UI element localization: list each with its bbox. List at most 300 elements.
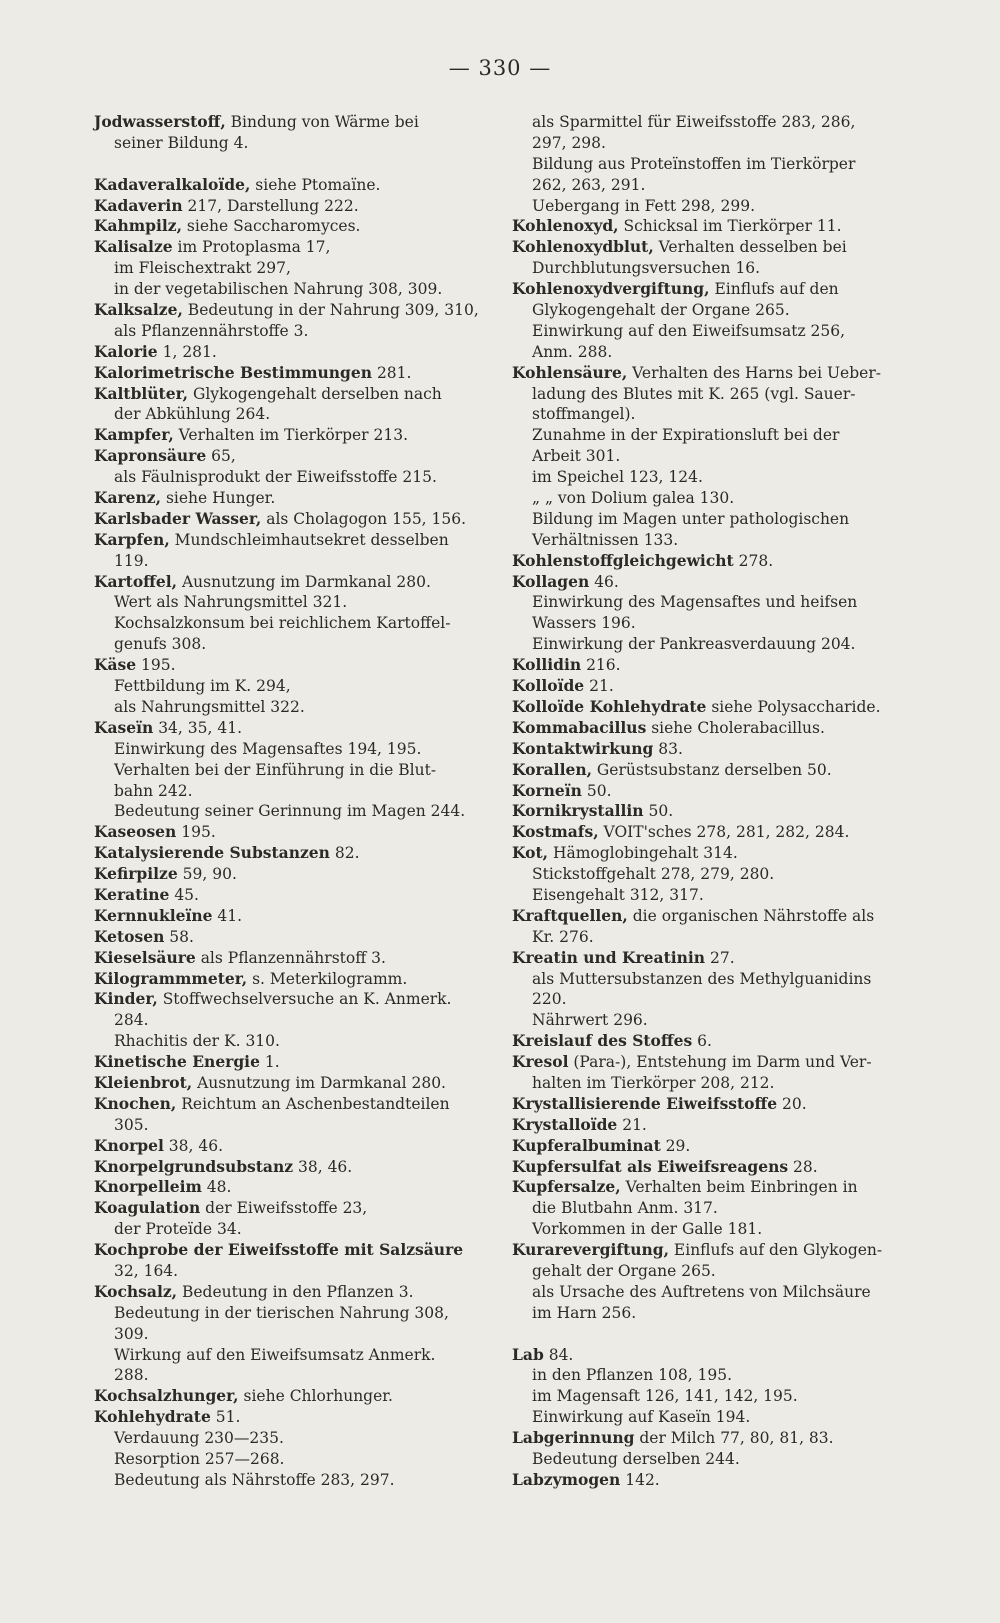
index-subentry — [94, 801, 489, 822]
entry-text: 6. — [692, 1032, 712, 1051]
entry-text: Hämoglobingehalt 314. — [548, 844, 738, 863]
entry-text: Fettbildung im K. 294, — [114, 677, 291, 696]
entry-headword: Kernnukleïne — [94, 905, 213, 925]
index-entry — [94, 216, 489, 237]
entry-text: Uebergang in Fett 298, 299. — [532, 196, 756, 215]
index-entry — [512, 676, 912, 697]
entry-text: der Abkühlung 264. — [114, 405, 271, 424]
entry-text: 29. — [660, 1136, 691, 1155]
entry-text: 50. — [581, 781, 612, 800]
entry-headword: Koagulation — [94, 1198, 201, 1218]
index-subentry — [94, 467, 489, 488]
entry-text: 195. — [136, 656, 176, 675]
index-entry — [94, 425, 489, 446]
index-entry — [94, 572, 489, 593]
page-number: — 330 — — [448, 56, 552, 80]
index-entry — [512, 1094, 912, 1115]
entry-text: 278. — [733, 551, 774, 570]
index-entry — [94, 885, 489, 906]
entry-text: 217, Darstellung 222. — [182, 196, 359, 215]
index-entry — [512, 843, 912, 864]
entry-text: Eisengehalt 312, 317. — [532, 885, 704, 904]
entry-text: siehe Cholerabacillus. — [646, 718, 825, 737]
entry-text: Bedeutung seiner Gerinnung im Magen 244. — [114, 802, 466, 821]
index-subentry — [512, 342, 912, 363]
index-entry — [512, 551, 912, 572]
index-subentry — [94, 697, 489, 718]
entry-headword: Kupfersalze, — [512, 1177, 621, 1197]
index-subentry — [512, 425, 912, 446]
entry-text: als Pflanzennährstoff 3. — [195, 948, 386, 967]
index-subentry — [94, 634, 489, 655]
index-subentry — [512, 196, 912, 217]
index-subentry — [512, 1386, 912, 1407]
index-subentry — [94, 1470, 489, 1491]
entry-headword: Kollagen — [512, 571, 590, 591]
index-subentry — [512, 1261, 912, 1282]
entry-headword: Kostmafs, — [512, 822, 599, 842]
entry-text: 38, 46. — [293, 1157, 353, 1176]
entry-text: Einflufs auf den — [709, 280, 839, 299]
index-entry — [512, 760, 912, 781]
entry-text: als Fäulnisprodukt der Eiweifsstoffe 215. — [114, 468, 437, 487]
entry-text: 28. — [788, 1157, 818, 1176]
index-entry — [512, 1157, 912, 1178]
entry-text: der Milch 77, 80, 81, 83. — [634, 1429, 834, 1448]
index-subentry — [512, 446, 912, 467]
entry-text: im Harn 256. — [532, 1303, 637, 1322]
entry-headword: Kolloïde Kohlehydrate — [512, 696, 707, 716]
index-subentry — [94, 592, 489, 613]
index-entry — [94, 342, 489, 363]
index-entry — [94, 237, 489, 258]
entry-text: Ausnutzung im Darmkanal 280. — [177, 572, 431, 591]
entry-headword: Kilogrammmeter, — [94, 968, 248, 988]
entry-text: Mundschleimhautsekret desselben — [169, 530, 449, 549]
entry-text: Zunahme in der Expirationsluft bei der — [532, 426, 840, 445]
index-subentry — [94, 279, 489, 300]
index-subentry — [512, 154, 912, 175]
entry-text: als Ursache des Auftretens von Milchsäure — [532, 1282, 871, 1301]
entry-headword: Kresol — [512, 1052, 569, 1072]
index-subentry — [94, 1115, 489, 1136]
entry-headword: Kollidin — [512, 655, 582, 675]
entry-text: Einwirkung des Magensaftes 194, 195. — [114, 739, 422, 758]
entry-headword: Kochsalzhunger, — [94, 1386, 239, 1406]
index-subentry — [94, 1261, 489, 1282]
entry-text: Bildung aus Proteïnstoffen im Tierkörper — [532, 154, 856, 173]
entry-headword: Kinetische Energie — [94, 1052, 260, 1072]
entry-headword: Kalksalze, — [94, 300, 183, 320]
index-subentry — [94, 1365, 489, 1386]
entry-headword: Korallen, — [512, 759, 592, 779]
entry-text: Bedeutung derselben 244. — [532, 1450, 740, 1468]
entry-text: als Muttersubstanzen des Methylguanidins — [532, 969, 872, 988]
entry-text: Verhalten beim Einbringen in — [620, 1178, 858, 1197]
index-entry — [94, 363, 489, 384]
index-column-right — [512, 112, 912, 1491]
entry-text: „ „ von Dolium galea 130. — [532, 489, 735, 508]
index-entry — [512, 906, 912, 927]
index-subentry — [512, 592, 912, 613]
entry-text: Wert als Nahrungsmittel 321. — [114, 593, 348, 612]
index-subentry — [512, 467, 912, 488]
entry-text: Bedeutung als Nährstoffe 283, 297. — [114, 1470, 395, 1489]
index-entry — [512, 216, 912, 237]
index-entry — [512, 655, 912, 676]
entry-headword: Kahmpilz, — [94, 216, 182, 236]
entry-headword: Karenz, — [94, 488, 162, 508]
entry-text: Kochsalzkonsum bei reichlichem Kartoffel- — [114, 614, 451, 633]
entry-text: gehalt der Organe 265. — [532, 1261, 716, 1280]
entry-text: Bedeutung in der tierischen Nahrung 308, — [114, 1303, 449, 1322]
index-entry — [512, 1136, 912, 1157]
index-entry — [94, 196, 489, 217]
index-subentry — [94, 258, 489, 279]
index-subentry — [512, 1407, 912, 1428]
index-subentry — [512, 1449, 912, 1470]
entry-text: 59, 90. — [177, 865, 237, 884]
entry-text: ladung des Blutes mit K. 265 (vgl. Sauer- — [532, 384, 856, 403]
entry-text: siehe Saccharomyces. — [182, 217, 361, 236]
index-entry — [94, 1094, 489, 1115]
entry-headword: Knorpelleim — [94, 1177, 202, 1197]
index-entry — [512, 1345, 912, 1366]
entry-text: 32, 164. — [114, 1261, 179, 1280]
index-entry — [512, 1470, 912, 1491]
index-subentry — [94, 1010, 489, 1031]
entry-headword: Kinder, — [94, 989, 158, 1009]
entry-headword: Kohlenstoffgleichgewicht — [512, 550, 734, 570]
index-subentry — [512, 384, 912, 405]
entry-text: 21. — [584, 677, 614, 696]
entry-headword: Kohlenoxydvergiftung, — [512, 279, 710, 299]
entry-headword: Kaltblüter, — [94, 383, 189, 403]
entry-headword: Kadaverin — [94, 195, 183, 215]
entry-text: 34, 35, 41. — [153, 718, 242, 737]
index-entry — [94, 1073, 489, 1094]
entry-text: in der vegetabilischen Nahrung 308, 309. — [114, 280, 443, 299]
entry-headword: Kefirpilze — [94, 864, 178, 884]
index-entry — [94, 1136, 489, 1157]
index-entry — [94, 509, 489, 530]
index-entry — [94, 175, 489, 196]
entry-text: 1, 281. — [157, 342, 217, 361]
entry-text: als Sparmittel für Eiweifsstoffe 283, 286, — [532, 113, 856, 131]
entry-text: 27. — [705, 948, 735, 967]
entry-headword: Kalorimetrische Bestimmungen — [94, 362, 373, 382]
section-gap — [512, 1324, 912, 1345]
index-entry — [94, 384, 489, 405]
index-subentry — [512, 885, 912, 906]
index-entry — [512, 801, 912, 822]
index-entry — [512, 1031, 912, 1052]
index-entry — [94, 300, 489, 321]
entry-headword: Kaseïn — [94, 717, 154, 737]
index-entry — [512, 718, 912, 739]
entry-text: Wirkung auf den Eiweifsumsatz Anmerk. — [114, 1345, 436, 1364]
entry-headword: Kartoffel, — [94, 571, 178, 591]
entry-text: Verhalten desselben bei — [653, 238, 847, 257]
entry-text: s. Meterkilogramm. — [247, 969, 408, 988]
entry-text: 83. — [653, 739, 683, 758]
index-entry — [94, 969, 489, 990]
entry-text: 119. — [114, 551, 149, 570]
index-entry — [512, 1177, 912, 1198]
index-subentry — [512, 989, 912, 1010]
index-column-left — [94, 112, 489, 1491]
entry-headword: Knorpelgrundsubstanz — [94, 1156, 294, 1176]
entry-headword: Katalysierende Substanzen — [94, 843, 330, 863]
index-subentry — [512, 404, 912, 425]
entry-headword: Kieselsäure — [94, 947, 196, 967]
entry-text: 1. — [259, 1053, 280, 1072]
index-subentry — [94, 551, 489, 572]
entry-text: Einwirkung der Pankreasverdauung 204. — [532, 635, 856, 654]
index-entry — [94, 843, 489, 864]
entry-text: im Fleischextrakt 297, — [114, 259, 291, 278]
entry-text: 41. — [212, 906, 243, 925]
index-entry — [512, 572, 912, 593]
entry-text: im Protoplasma 17, — [172, 238, 331, 257]
index-entry — [94, 1282, 489, 1303]
entry-headword: Kolloïde — [512, 676, 585, 696]
entry-text: Glykogengehalt der Organe 265. — [532, 301, 790, 320]
entry-headword: Kadaveralkaloïde, — [94, 174, 251, 194]
entry-text: 82. — [329, 844, 360, 863]
entry-text: Verhalten bei der Einführung in die Blut- — [114, 760, 437, 779]
entry-text: siehe Ptomaïne. — [250, 175, 381, 194]
entry-headword: Labgerinnung — [512, 1428, 635, 1448]
entry-headword: Kochprobe der Eiweifsstoffe mit Salzsäure — [94, 1240, 464, 1260]
index-subentry — [512, 634, 912, 655]
index-subentry — [512, 258, 912, 279]
index-subentry — [512, 488, 912, 509]
index-subentry — [512, 1282, 912, 1303]
index-entry — [94, 530, 489, 551]
index-subentry — [94, 1449, 489, 1470]
index-subentry — [512, 1010, 912, 1031]
entry-text: VOIT'sches 278, 281, 282, 284. — [598, 823, 850, 842]
entry-text: siehe Chlorhunger. — [238, 1387, 393, 1406]
entry-headword: Kot, — [512, 843, 549, 863]
entry-headword: Karpfen, — [94, 529, 170, 549]
entry-headword: Kurarevergiftung, — [512, 1240, 669, 1260]
entry-text: Stickstoffgehalt 278, 279, 280. — [532, 865, 775, 884]
index-subentry — [94, 1345, 489, 1366]
entry-text: Einflufs auf den Glykogen- — [669, 1241, 883, 1260]
entry-text: 51. — [210, 1408, 241, 1427]
entry-text: halten im Tierkörper 208, 212. — [532, 1073, 775, 1092]
index-subentry — [512, 112, 912, 133]
index-subentry — [94, 1303, 489, 1324]
entry-text: bahn 242. — [114, 781, 193, 800]
entry-headword: Kornikrystallin — [512, 801, 644, 821]
entry-text: Anm. 288. — [532, 342, 613, 361]
index-entry — [94, 655, 489, 676]
entry-text: Einwirkung des Magensaftes und heifsen — [532, 593, 858, 612]
entry-text: Glykogengehalt derselben nach — [188, 384, 442, 403]
index-subentry — [512, 175, 912, 196]
entry-text: 262, 263, 291. — [532, 175, 646, 194]
entry-text: Ausnutzung im Darmkanal 280. — [192, 1073, 446, 1092]
index-entry — [512, 1115, 912, 1136]
entry-text: der Eiweifsstoffe 23, — [200, 1199, 368, 1218]
entry-text: 48. — [201, 1178, 232, 1197]
index-subentry — [512, 1219, 912, 1240]
index-entry — [94, 112, 489, 133]
entry-text: 65, — [206, 447, 236, 466]
entry-headword: Kreislauf des Stoffes — [512, 1031, 693, 1051]
index-subentry — [512, 927, 912, 948]
entry-headword: Kupfersulfat als Eiweifsreagens — [512, 1156, 789, 1176]
index-entry — [94, 927, 489, 948]
entry-text: 281. — [372, 363, 412, 382]
index-entry — [512, 822, 912, 843]
entry-headword: Kochsalz, — [94, 1281, 178, 1301]
entry-text: im Magensaft 126, 141, 142, 195. — [532, 1387, 798, 1406]
entry-text: (Para-), Entstehung im Darm und Ver- — [568, 1053, 872, 1072]
entry-text: Bindung von Wärme bei — [225, 113, 419, 131]
entry-text: Durchblutungsversuchen 16. — [532, 259, 761, 278]
entry-headword: Keratine — [94, 884, 170, 904]
index-subentry — [94, 321, 489, 342]
index-entry — [94, 446, 489, 467]
index-entry — [94, 1198, 489, 1219]
index-subentry — [94, 1324, 489, 1345]
entry-text: Verdauung 230—235. — [114, 1429, 284, 1448]
entry-headword: Jodwasserstoff, — [94, 112, 226, 131]
entry-headword: Kohlenoxydblut, — [512, 237, 654, 257]
entry-text: Vorkommen in der Galle 181. — [532, 1220, 763, 1239]
entry-headword: Lab — [512, 1344, 544, 1364]
index-subentry — [94, 133, 489, 154]
index-subentry — [512, 1198, 912, 1219]
index-entry — [512, 1240, 912, 1261]
entry-text: Verhalten des Harns bei Ueber- — [627, 363, 881, 382]
index-entry — [512, 1428, 912, 1449]
entry-headword: Krystalloïde — [512, 1114, 618, 1134]
entry-text: Kr. 276. — [532, 927, 594, 946]
index-subentry — [94, 1428, 489, 1449]
entry-text: Einwirkung auf den Eiweifsumsatz 256, — [532, 321, 846, 340]
entry-headword: Krystallisierende Eiweifsstoffe — [512, 1093, 778, 1113]
index-entry — [512, 279, 912, 300]
entry-text: Resorption 257—268. — [114, 1450, 285, 1468]
entry-headword: Knorpel — [94, 1135, 164, 1155]
index-subentry — [94, 739, 489, 760]
entry-headword: Kreatin und Kreatinin — [512, 947, 706, 967]
entry-text: Nährwert 296. — [532, 1011, 648, 1030]
index-subentry — [512, 1073, 912, 1094]
index-entry — [512, 781, 912, 802]
entry-text: die organischen Nährstoffe als — [627, 906, 875, 925]
index-subentry — [512, 300, 912, 321]
index-subentry — [512, 969, 912, 990]
entry-text: Wassers 196. — [532, 614, 636, 633]
entry-text: 288. — [114, 1366, 149, 1385]
entry-text: 50. — [643, 802, 674, 821]
index-subentry — [94, 781, 489, 802]
entry-headword: Kampfer, — [94, 425, 174, 445]
index-subentry — [94, 676, 489, 697]
index-entry — [94, 1177, 489, 1198]
entry-text: 305. — [114, 1115, 149, 1134]
index-subentry — [512, 133, 912, 154]
entry-text: 297, 298. — [532, 133, 606, 152]
entry-text: 284. — [114, 1011, 149, 1030]
entry-headword: Kleienbrot, — [94, 1072, 193, 1092]
entry-text: 46. — [589, 572, 619, 591]
entry-text: Verhältnissen 133. — [532, 530, 679, 549]
index-entry — [94, 1407, 489, 1428]
entry-text: stoffmangel). — [532, 405, 636, 424]
entry-text: 220. — [532, 990, 567, 1009]
entry-text: Gerüstsubstanz derselben 50. — [591, 760, 832, 779]
entry-headword: Kohlehydrate — [94, 1407, 211, 1427]
entry-headword: Korneïn — [512, 780, 582, 800]
entry-headword: Kontaktwirkung — [512, 738, 654, 758]
index-subentry — [512, 613, 912, 634]
entry-text: der Proteïde 34. — [114, 1220, 242, 1239]
index-entry — [94, 989, 489, 1010]
entry-headword: Labzymogen — [512, 1469, 621, 1489]
entry-text: Schicksal im Tierkörper 11. — [618, 217, 842, 236]
index-subentry — [94, 1219, 489, 1240]
entry-text: 21. — [617, 1115, 647, 1134]
index-entry — [512, 1052, 912, 1073]
index-subentry — [94, 1031, 489, 1052]
entry-text: im Speichel 123, 124. — [532, 468, 703, 487]
entry-text: siehe Hunger. — [161, 489, 276, 508]
entry-text: die Blutbahn Anm. 317. — [532, 1199, 718, 1218]
index-subentry — [512, 1303, 912, 1324]
entry-headword: Kapronsäure — [94, 446, 207, 466]
index-entry — [94, 1386, 489, 1407]
index-entry — [94, 906, 489, 927]
entry-text: Verhalten im Tierkörper 213. — [173, 426, 409, 445]
entry-text: siehe Polysaccharide. — [706, 697, 881, 716]
entry-text: 38, 46. — [163, 1136, 223, 1155]
entry-text: 58. — [164, 927, 194, 946]
entry-text: Stoffwechselversuche an K. Anmerk. — [157, 990, 452, 1009]
index-entry — [512, 948, 912, 969]
entry-headword: Käse — [94, 655, 137, 675]
index-entry — [94, 864, 489, 885]
entry-text: als Pflanzennährstoffe 3. — [114, 321, 309, 340]
index-subentry — [512, 864, 912, 885]
index-subentry — [512, 530, 912, 551]
entry-text: Reichtum an Aschenbestandteilen — [176, 1094, 450, 1113]
entry-text: Einwirkung auf Kaseïn 194. — [532, 1408, 751, 1427]
entry-text: 195. — [176, 823, 216, 842]
index-subentry — [512, 321, 912, 342]
entry-headword: Kohlensäure, — [512, 362, 628, 382]
entry-text: seiner Bildung 4. — [114, 133, 249, 152]
entry-headword: Ketosen — [94, 926, 165, 946]
index-entry — [94, 1240, 489, 1261]
entry-text: Bedeutung in den Pflanzen 3. — [177, 1282, 414, 1301]
entry-text: Arbeit 301. — [532, 447, 621, 466]
entry-text: in den Pflanzen 108, 195. — [532, 1366, 733, 1385]
index-subentry — [512, 509, 912, 530]
entry-text: 309. — [114, 1324, 149, 1343]
entry-text: 45. — [169, 885, 199, 904]
entry-text: als Cholagogon 155, 156. — [261, 509, 467, 528]
entry-text: genufs 308. — [114, 635, 207, 654]
entry-text: Bedeutung in der Nahrung 309, 310, — [182, 301, 479, 320]
entry-headword: Kupferalbuminat — [512, 1135, 661, 1155]
